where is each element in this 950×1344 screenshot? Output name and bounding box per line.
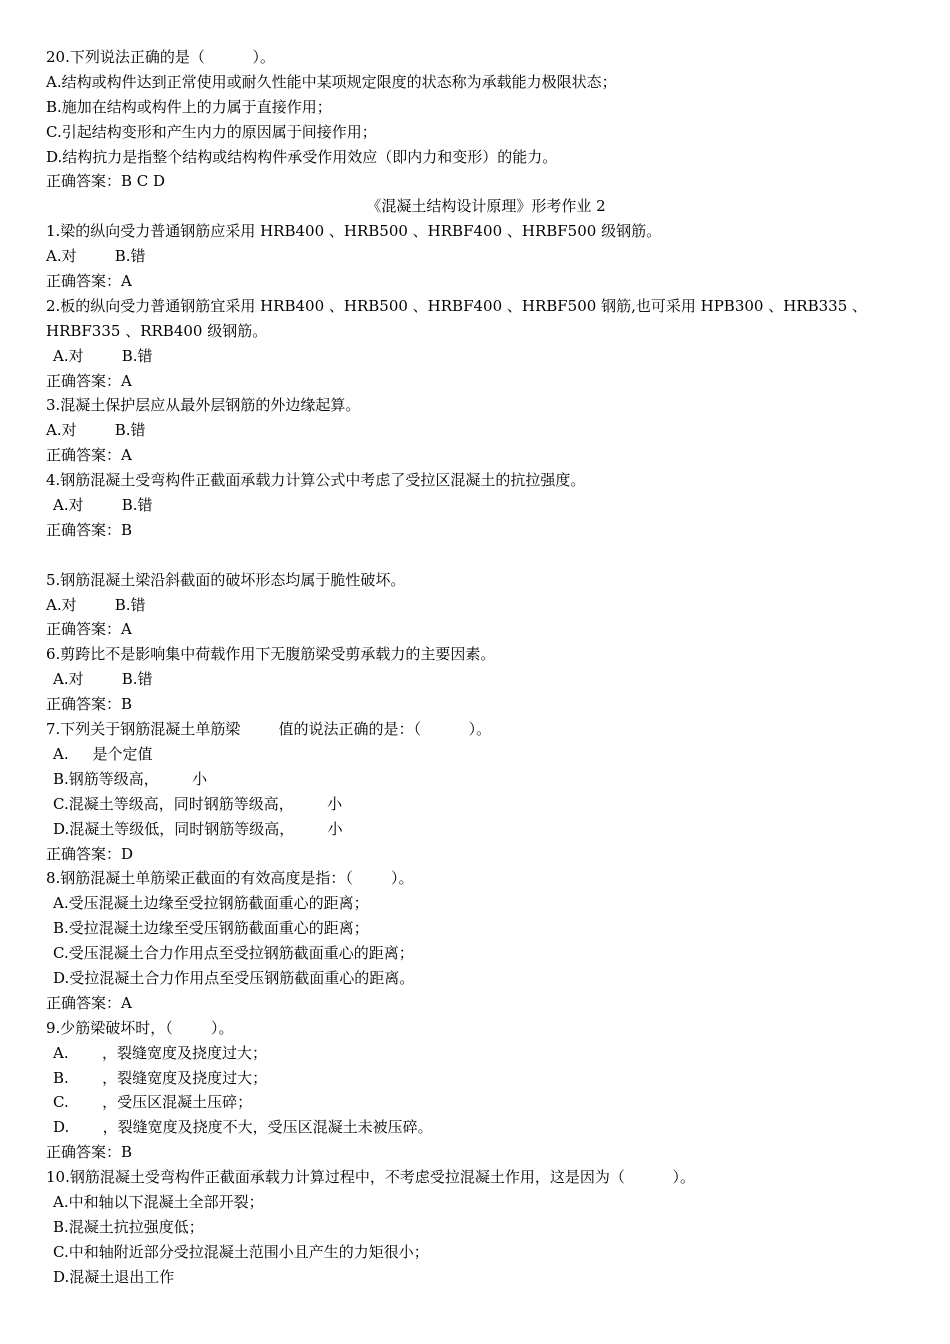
option-d: D. ，裂缝宽度及挠度不大，受压区混凝土未被压碎。 (53, 1118, 433, 1137)
question-1: 1.梁的纵向受力普通钢筋应采用 HRB400 、HRB500 、HRBF400 、HRBF500 级钢筋。 (46, 222, 662, 241)
option-d: D.受拉混凝土合力作用点至受压钢筋截面重心的距离。 (53, 968, 415, 987)
answer: 正确答案：B (46, 695, 133, 714)
option-d: D.结构抗力是指整个结构或结构构件承受作用效应（即内力和变形）的能力。 (46, 147, 558, 166)
answer: 正确答案：B (46, 1143, 133, 1162)
answer: 正确答案：A (46, 446, 132, 465)
question-10: 10.钢筋混凝土受弯构件正截面承载力计算过程中，不考虑受拉混凝土作用，这是因为（ ）。 (46, 1168, 696, 1187)
option-b: B.钢筋等级高， 小 (53, 769, 208, 788)
question-4: 4.钢筋混凝土受弯构件正截面承载力计算公式中考虑了受拉区混凝土的抗拉强度。 (46, 471, 586, 490)
options: A.对 B.错 (53, 496, 153, 515)
option-d: D.混凝土等级低，同时钢筋等级高， 小 (53, 819, 343, 838)
option-c: C.引起结构变形和产生内力的原因属于间接作用； (46, 122, 377, 141)
option-b: B. ，裂缝宽度及挠度过大； (53, 1068, 268, 1087)
option-c: C.受压混凝土合力作用点至受拉钢筋截面重心的距离； (53, 944, 414, 963)
question-2-cont: HRBF335 、RRB400 级钢筋。 (46, 321, 268, 340)
option-a: A.中和轴以下混凝土全部开裂； (53, 1192, 264, 1211)
answer: 正确答案：A (46, 371, 132, 390)
options: A.对 B.错 (46, 247, 146, 266)
question-3: 3.混凝土保护层应从最外层钢筋的外边缘起算。 (46, 396, 361, 415)
answer: 正确答案：B (46, 520, 133, 539)
question-2: 2.板的纵向受力普通钢筋宜采用 HRB400 、HRB500 、HRBF400 、HRBF500 钢筋,也可采用 HPB300 、HRB335 、 (46, 296, 868, 315)
option-b: B.施加在结构或构件上的力属于直接作用； (46, 97, 332, 116)
option-c: C. ，受压区混凝土压碎； (53, 1093, 253, 1112)
option-a: A. 是个定值 (53, 744, 153, 763)
option-a: A.受压混凝土边缘至受拉钢筋截面重心的距离； (53, 894, 369, 913)
option-a: A. ，裂缝宽度及挠度过大； (53, 1043, 267, 1062)
question-6: 6.剪跨比不是影响集中荷载作用下无腹筋梁受剪承载力的主要因素。 (46, 645, 496, 664)
option-b: B.受拉混凝土边缘至受压钢筋截面重心的距离； (53, 919, 369, 938)
option-a: A.结构或构件达到正常使用或耐久性能中某项规定限度的状态称为承载能力极限状态； (46, 72, 617, 91)
document-page (46, 45, 926, 1290)
option-c: C.混凝土等级高，同时钢筋等级高， 小 (53, 794, 343, 813)
options: A.对 B.错 (53, 346, 153, 365)
options: A.对 B.错 (46, 595, 146, 614)
answer: 正确答案：A (46, 272, 132, 291)
blank-line (46, 543, 926, 568)
option-d: D.混凝土退出工作 (53, 1267, 175, 1286)
options: A.对 B.错 (46, 421, 146, 440)
answer: 正确答案：A (46, 993, 132, 1012)
option-c: C.中和轴附近部分受拉混凝土范围小且产生的力矩很小； (53, 1242, 429, 1261)
question-7: 7.下列关于钢筋混凝土单筋梁 值的说法正确的是：（ ）。 (46, 720, 492, 739)
question-20: 20.下列说法正确的是（ ）。 (46, 48, 276, 66)
answer: 正确答案：A (46, 620, 132, 639)
option-b: B.混凝土抗拉强度低； (53, 1217, 204, 1236)
options: A.对 B.错 (53, 670, 153, 689)
answer: 正确答案：B C D (46, 172, 166, 191)
answer: 正确答案：D (46, 844, 134, 863)
question-9: 9.少筋梁破坏时，（ ）。 (46, 1018, 234, 1037)
section-title: 《混凝土结构设计原理》形考作业 2 (366, 197, 606, 216)
question-5: 5.钢筋混凝土梁沿斜截面的破坏形态均属于脆性破坏。 (46, 570, 406, 589)
question-8: 8.钢筋混凝土单筋梁正截面的有效高度是指：（ ）。 (46, 869, 414, 888)
